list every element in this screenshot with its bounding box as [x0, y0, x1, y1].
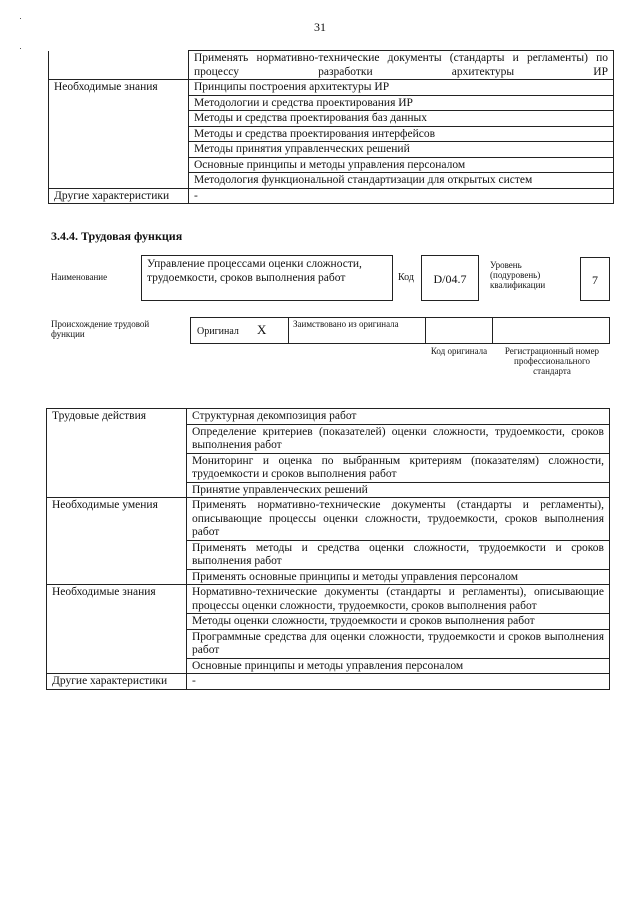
original-label: Оригинал — [197, 326, 239, 337]
knowledge-label: Необходимые знания — [47, 585, 187, 674]
table-cell: Основные принципы и методы управления персоналом — [189, 157, 614, 173]
other-label: Другие характеристики — [47, 674, 187, 690]
table-cell: Применять методы и средства оценки сложности, трудоемкости и сроков выполнения работ — [187, 540, 610, 569]
table-cell: Методология функциональной стандартизации для открытых систем — [189, 173, 614, 189]
table-row — [49, 51, 614, 80]
actions-label: Трудовые действия — [47, 409, 187, 498]
top-requirements-table — [48, 50, 614, 204]
table-cell: Методологии и средства проектирования ИР — [189, 95, 614, 111]
table-row — [47, 585, 610, 614]
level-label: Уровень (подуровень) квалификации — [490, 260, 546, 290]
origin-reg-box — [492, 317, 610, 344]
origin-original-box — [190, 317, 289, 344]
table-row — [47, 674, 610, 690]
page-number: 31 — [314, 20, 326, 34]
table-cell: Методы оценки сложности, трудоемкости и сроков выполнения работ — [187, 614, 610, 630]
knowledge-label: Необходимые знания — [49, 80, 189, 189]
skills-label: Необходимые умения — [47, 498, 187, 585]
table-cell: Применять основные принципы и методы управления персоналом — [187, 569, 610, 585]
reg-caption: Регистрационный номер профессионального стандарта — [504, 346, 600, 376]
table-row — [47, 498, 610, 541]
table-row — [49, 80, 614, 96]
table-cell: Основные принципы и методы управления персоналом — [187, 658, 610, 674]
table-cell: Применять нормативно-технические документы (стандарты и регламенты), описывающие процессы оценки сложности, трудоемкости, сроков выполнения работ — [187, 498, 610, 541]
table-cell: Принципы построения архитектуры ИР — [189, 80, 614, 96]
name-label: Наименование — [51, 272, 108, 282]
origin-label: Происхождение трудовой функции — [51, 319, 150, 339]
level-value: 7 — [580, 257, 610, 301]
table-cell: Применять нормативно-технические документы (стандарты и регламенты) по процессу разработки архитектуры ИР — [189, 51, 614, 80]
table-cell: Программные средства для оценки сложности, трудоемкости и сроков выполнения работ — [187, 629, 610, 658]
code-value: D/04.7 — [421, 255, 479, 301]
table-row — [47, 409, 610, 425]
table-cell: Принятие управленческих решений — [187, 482, 610, 498]
function-details-table — [46, 408, 610, 690]
table-cell: Определение критериев (показателей) оценки сложности, трудоемкости, сроков выполнения работ — [187, 424, 610, 453]
function-name: Управление процессами оценки сложности, трудоемкости, сроков выполнения работ — [141, 255, 393, 301]
table-cell: - — [187, 674, 610, 690]
origin-code-box — [425, 317, 493, 344]
table-cell: Нормативно-технические документы (стандарты и регламенты), описывающие процессы оценки сложности, трудоемкости, сроков выполнения работ — [187, 585, 610, 614]
table-cell: Методы и средства проектирования интерфейсов — [189, 126, 614, 142]
table-row — [49, 188, 614, 204]
table-cell-empty — [49, 51, 189, 80]
table-cell: Методы и средства проектирования баз данных — [189, 111, 614, 127]
section-title: 3.4.4. Трудовая функция — [51, 229, 183, 243]
original-mark: X — [257, 322, 267, 337]
scan-mark — [20, 48, 21, 49]
borrowed-label: Заимствовано из оригинала — [288, 317, 426, 344]
table-cell: Мониторинг и оценка по выбранным критериям (показателям) сложности, трудоемкости и сроков выполнения работ — [187, 453, 610, 482]
code-caption: Код оригинала — [430, 346, 488, 356]
scan-mark — [20, 18, 21, 19]
code-label: Код — [398, 272, 414, 283]
table-cell: Методы принятия управленческих решений — [189, 142, 614, 158]
other-label: Другие характеристики — [49, 188, 189, 204]
table-cell: Структурная декомпозиция работ — [187, 409, 610, 425]
table-cell: - — [189, 188, 614, 204]
